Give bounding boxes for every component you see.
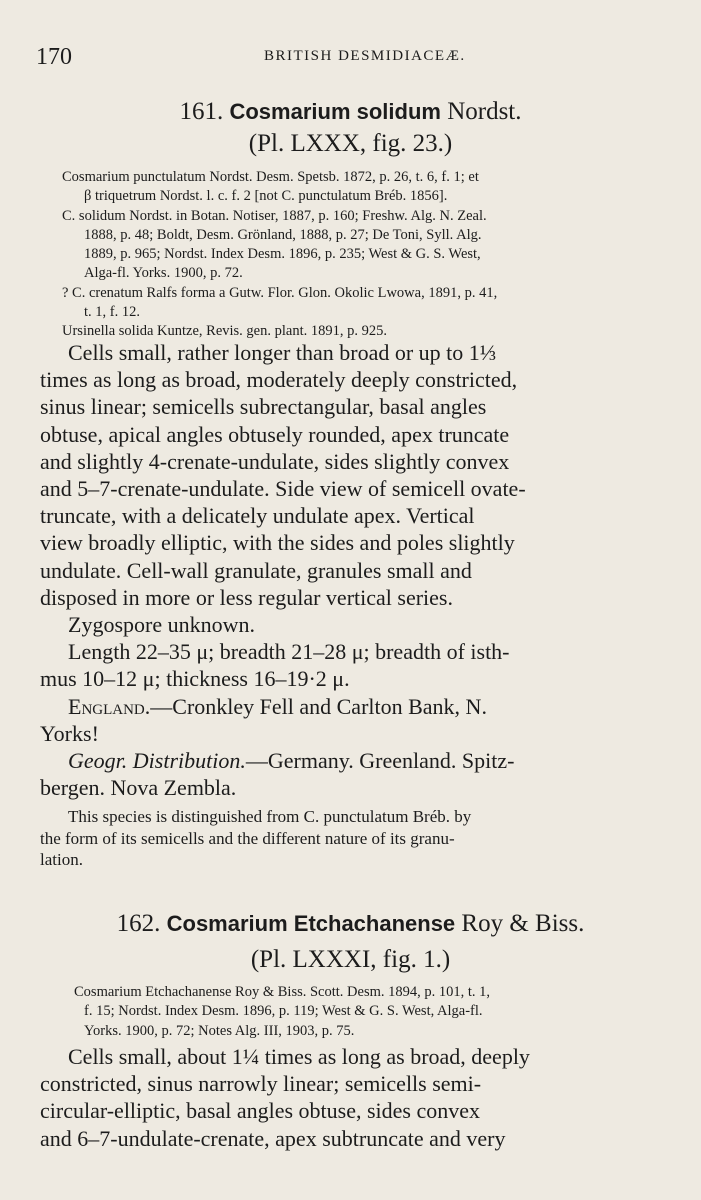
species-162-heading xyxy=(0,910,701,938)
species-161-synonymy xyxy=(62,168,662,342)
synonymy-line: Alga-fl. Yorks. 1900, p. 72. xyxy=(84,265,243,282)
page-number: 170 xyxy=(36,44,72,70)
synonymy-line: 1889, p. 965; Nordst. Index Desm. 1896, p. 235; West & G. S. West, xyxy=(84,246,481,263)
measurement-line: mus 10–12 μ; thickness 16–19·2 μ. xyxy=(40,666,350,692)
note-line: the form of its semicells and the different nature of its granu- xyxy=(40,828,455,848)
description-line: view broadly elliptic, with the sides and poles slightly xyxy=(40,530,515,556)
species-161-description xyxy=(40,339,655,801)
synonymy-line: Cosmarium Etchachanense Roy & Biss. Scott. Desm. 1894, p. 101, t. 1, xyxy=(74,984,491,1000)
species-161-name: Cosmarium solidum xyxy=(229,99,441,124)
synonymy-line: ? C. crenatum Ralfs forma a Gutw. Flor. Glon. Okolic Lwowa, 1891, p. 41, xyxy=(62,284,498,301)
description-line: sinus linear; semicells subrectangular, basal angles xyxy=(40,394,487,420)
species-162-description xyxy=(40,1043,655,1152)
england-continuation: Yorks! xyxy=(40,720,99,746)
england-label: England. xyxy=(68,693,151,719)
england-text: —Cronkley Fell and Carlton Bank, N. xyxy=(150,693,487,719)
zygospore-line: Zygospore unknown. xyxy=(68,612,255,638)
description-line: times as long as broad, moderately deeply constricted, xyxy=(40,367,518,393)
note-line: This species is distinguished from C. punctulatum Bréb. by xyxy=(68,807,472,826)
synonymy-line: f. 15; Nordst. Index Desm. 1896, p. 119; West & G. S. West, Alga-fl. xyxy=(84,1003,483,1020)
description-line: obtuse, apical angles obtusely rounded, apex truncate xyxy=(40,421,510,447)
synonymy-line: 1888, p. 48; Boldt, Desm. Grönland, 1888, p. 27; De Toni, Syll. Alg. xyxy=(84,226,482,243)
synonymy-line: β triquetrum Nordst. l. c. f. 2 [not C. punctulatum Bréb. 1856]. xyxy=(84,188,448,205)
description-line: undulate. Cell-wall granulate, granules small and xyxy=(40,557,472,583)
synonymy-line: Ursinella solida Kuntze, Revis. gen. plant. 1891, p. 925. xyxy=(62,323,387,340)
distribution-label: Geogr. Distribution. xyxy=(68,748,246,774)
measurement-line: Length 22–35 μ; breadth 21–28 μ; breadth of isth- xyxy=(68,639,510,665)
species-161-author: Nordst. xyxy=(447,98,522,125)
synonymy-line: t. 1, f. 12. xyxy=(84,304,140,321)
description-line: and 6–7-undulate-crenate, apex subtruncate and very xyxy=(40,1125,506,1151)
species-161-plate: (Pl. LXXX, fig. 23.) xyxy=(248,130,453,157)
synonymy-line: Cosmarium punctulatum Nordst. Desm. Spetsb. 1872, p. 26, t. 6, f. 1; et xyxy=(62,169,479,185)
description-line: Cells small, rather longer than broad or up to 1⅓ xyxy=(68,340,497,365)
species-162-synonymy xyxy=(74,983,674,1041)
species-161-heading xyxy=(0,98,701,126)
england-line xyxy=(40,693,655,720)
description-line: circular-elliptic, basal angles obtuse, sides convex xyxy=(40,1098,481,1124)
species-162-name: Cosmarium Etchachanense xyxy=(166,911,456,936)
running-title: BRITISH DESMIDIACEÆ. xyxy=(264,48,466,64)
synonymy-line: C. solidum Nordst. in Botan. Notiser, 1887, p. 160; Freshw. Alg. N. Zeal. xyxy=(62,207,487,224)
distribution-text: —Germany. Greenland. Spitz- xyxy=(245,748,515,774)
description-line: constricted, sinus narrowly linear; semicells semi- xyxy=(40,1071,482,1097)
description-line: and slightly 4-crenate-undulate, sides slightly convex xyxy=(40,448,510,474)
description-line: Cells small, about 1¼ times as long as broad, deeply xyxy=(68,1044,530,1069)
note-line: lation. xyxy=(40,850,83,869)
species-161-number: 161. xyxy=(179,98,224,125)
species-161-note xyxy=(40,806,658,871)
species-162-number: 162. xyxy=(116,910,161,937)
species-162-author: Roy & Biss. xyxy=(461,910,585,937)
running-head xyxy=(36,44,666,74)
description-line: disposed in more or less regular vertical series. xyxy=(40,584,453,610)
description-line: and 5–7-crenate-undulate. Side view of semicell ovate- xyxy=(40,476,526,502)
synonymy-line: Yorks. 1900, p. 72; Notes Alg. III, 1903, p. 75. xyxy=(84,1022,355,1039)
distribution-line xyxy=(40,747,655,774)
species-162-plate: (Pl. LXXXI, fig. 1.) xyxy=(250,946,451,973)
description-line: truncate, with a delicately undulate apex. Vertical xyxy=(40,503,475,529)
distribution-continuation: bergen. Nova Zembla. xyxy=(40,775,237,801)
